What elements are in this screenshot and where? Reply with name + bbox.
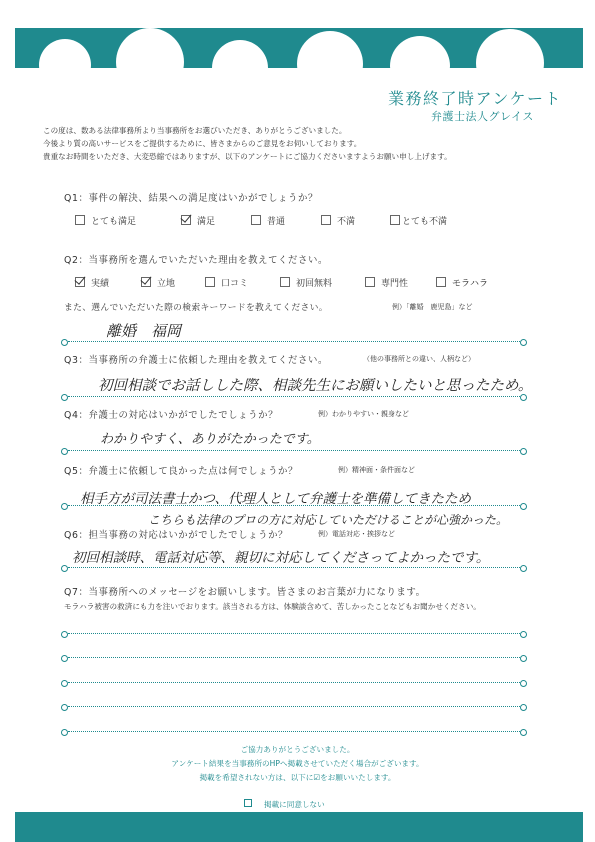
q2-option-expertise[interactable] <box>365 276 408 289</box>
checkbox[interactable] <box>251 215 261 225</box>
q7-question: Q7：当事務所へのメッセージをお願いします。皆さまのお言葉が力になります。 <box>64 587 426 598</box>
q7-note: モラハラ被害の救済にも力を注いでおります。該当される方は、体験談含めて、苦しかったことなどもお聞かせください。 <box>64 602 481 611</box>
q5-example: 例）精神面・条件面など <box>338 466 415 474</box>
q2-question: Q2：当事務所を選んでいただいた理由を教えてください。 <box>64 255 328 266</box>
q2-option-reviews[interactable] <box>205 276 248 289</box>
answer-line[interactable] <box>68 731 520 732</box>
option-label: 口コミ <box>221 279 249 289</box>
checkbox[interactable] <box>75 215 85 225</box>
checkbox-checked[interactable] <box>141 277 151 287</box>
q5-handwritten-answer-line-1: 相手方が司法書士かつ、代理人として弁護士を準備してきたため <box>80 491 471 507</box>
q4-example: 例）わかりやすい・親身など <box>318 410 409 418</box>
q6-question: Q6：担当事務の対応はいかがでしたでしょうか？ <box>64 530 289 541</box>
option-label: 普通 <box>267 217 286 227</box>
answer-line[interactable] <box>68 633 520 634</box>
option-label: 立地 <box>157 279 176 289</box>
checkbox[interactable] <box>436 277 446 287</box>
q3-example: （他の事務所との違い、人柄など） <box>363 355 475 363</box>
q1-option-dissatisfied[interactable] <box>321 214 355 227</box>
survey-title: 業務終了時アンケート <box>388 89 563 108</box>
checkbox[interactable] <box>390 215 400 225</box>
option-label: 実績 <box>91 279 110 289</box>
q2-handwritten-answer: 離婚 福岡 <box>106 322 182 340</box>
checkbox[interactable] <box>321 215 331 225</box>
intro-line: 今後より質の高いサービスをご提供するために、皆さまからのご意見をお伺いしております。 <box>43 139 362 148</box>
answer-line <box>68 567 520 568</box>
q3-handwritten-answer: 初回相談でお話しした際、相談先生にお願いしたいと思ったため。 <box>98 378 533 394</box>
checkbox[interactable] <box>205 277 215 287</box>
q3-question: Q3：当事務所の弁護士に依頼した理由を教えてください。 <box>64 355 328 366</box>
answer-line <box>68 396 520 397</box>
answer-line[interactable] <box>68 706 520 707</box>
q2-option-free-consult[interactable] <box>280 276 332 289</box>
checkbox[interactable] <box>365 277 375 287</box>
answer-line[interactable] <box>68 682 520 683</box>
q2-option-results[interactable] <box>75 276 109 289</box>
q6-handwritten-answer: 初回相談時、電話対応等、親切に対応してくださってよかったです。 <box>72 550 490 566</box>
q1-option-neutral[interactable] <box>251 214 285 227</box>
q2-keyword-example: 例）「離婚 鹿児島」など <box>392 303 473 311</box>
option-label: とても満足 <box>91 217 137 227</box>
option-label: 専門性 <box>381 279 409 289</box>
option-label: 満足 <box>197 217 216 227</box>
option-label: 不満 <box>337 217 356 227</box>
answer-line <box>68 450 520 451</box>
footer-instruction: 掲載を希望されない方は、以下に☑をお願いいたします。 <box>199 773 396 782</box>
bottom-band <box>15 812 583 842</box>
q2-option-moral-harassment[interactable] <box>436 276 488 289</box>
q1-question: Q1：事件の解決、結果への満足度はいかがでしょうか？ <box>64 193 318 204</box>
q6-example: 例）電話対応・挨拶など <box>318 530 395 538</box>
optout-label: 掲載に同意しない <box>264 800 325 809</box>
option-label: とても不満 <box>402 217 448 227</box>
optout-checkbox-row[interactable] <box>244 799 325 810</box>
checkbox-checked[interactable] <box>75 277 85 287</box>
intro-text <box>43 124 563 163</box>
q1-option-very-dissatisfied[interactable] <box>390 214 447 227</box>
intro-line: 貴重なお時間をいただき、大変恐縮ではありますが、以下のアンケートにご協力くださいますようお願い申し上げます。 <box>43 152 452 161</box>
option-label: 初回無料 <box>296 279 333 289</box>
q1-option-very-satisfied[interactable] <box>75 214 136 227</box>
q5-handwritten-answer-line-2: こちらも法律のプロの方に対応していただけることが心強かった。 <box>148 513 509 527</box>
footer-notice: アンケート結果を当事務所のHPへ掲載させていただく場合がございます。 <box>171 759 424 768</box>
top-cloud-band <box>0 0 595 75</box>
q5-question: Q5：弁護士に依頼して良かった点は何でしょうか？ <box>64 466 298 477</box>
q2-option-location[interactable] <box>141 276 175 289</box>
checkbox-checked[interactable] <box>181 215 191 225</box>
firm-name: 弁護士法人グレイス <box>431 110 534 123</box>
q1-option-satisfied[interactable] <box>181 214 215 227</box>
q4-question: Q4：弁護士の対応はいかがでしたでしょうか？ <box>64 410 279 421</box>
answer-line <box>68 341 520 342</box>
answer-line[interactable] <box>68 657 520 658</box>
q4-handwritten-answer: わかりやすく、ありがたかったです。 <box>100 432 320 447</box>
option-label: モラハラ <box>452 279 489 289</box>
optout-checkbox[interactable] <box>244 799 252 807</box>
footer-thanks: ご協力ありがとうございました。 <box>240 745 355 754</box>
q2-keyword-prompt: また、選んでいただいた際の検索キーワードを教えてください。 <box>64 303 328 313</box>
checkbox[interactable] <box>280 277 290 287</box>
answer-line <box>68 505 520 506</box>
intro-line: この度は、数ある法律事務所より当事務所をお選びいただき、ありがとうございました。 <box>43 126 347 135</box>
